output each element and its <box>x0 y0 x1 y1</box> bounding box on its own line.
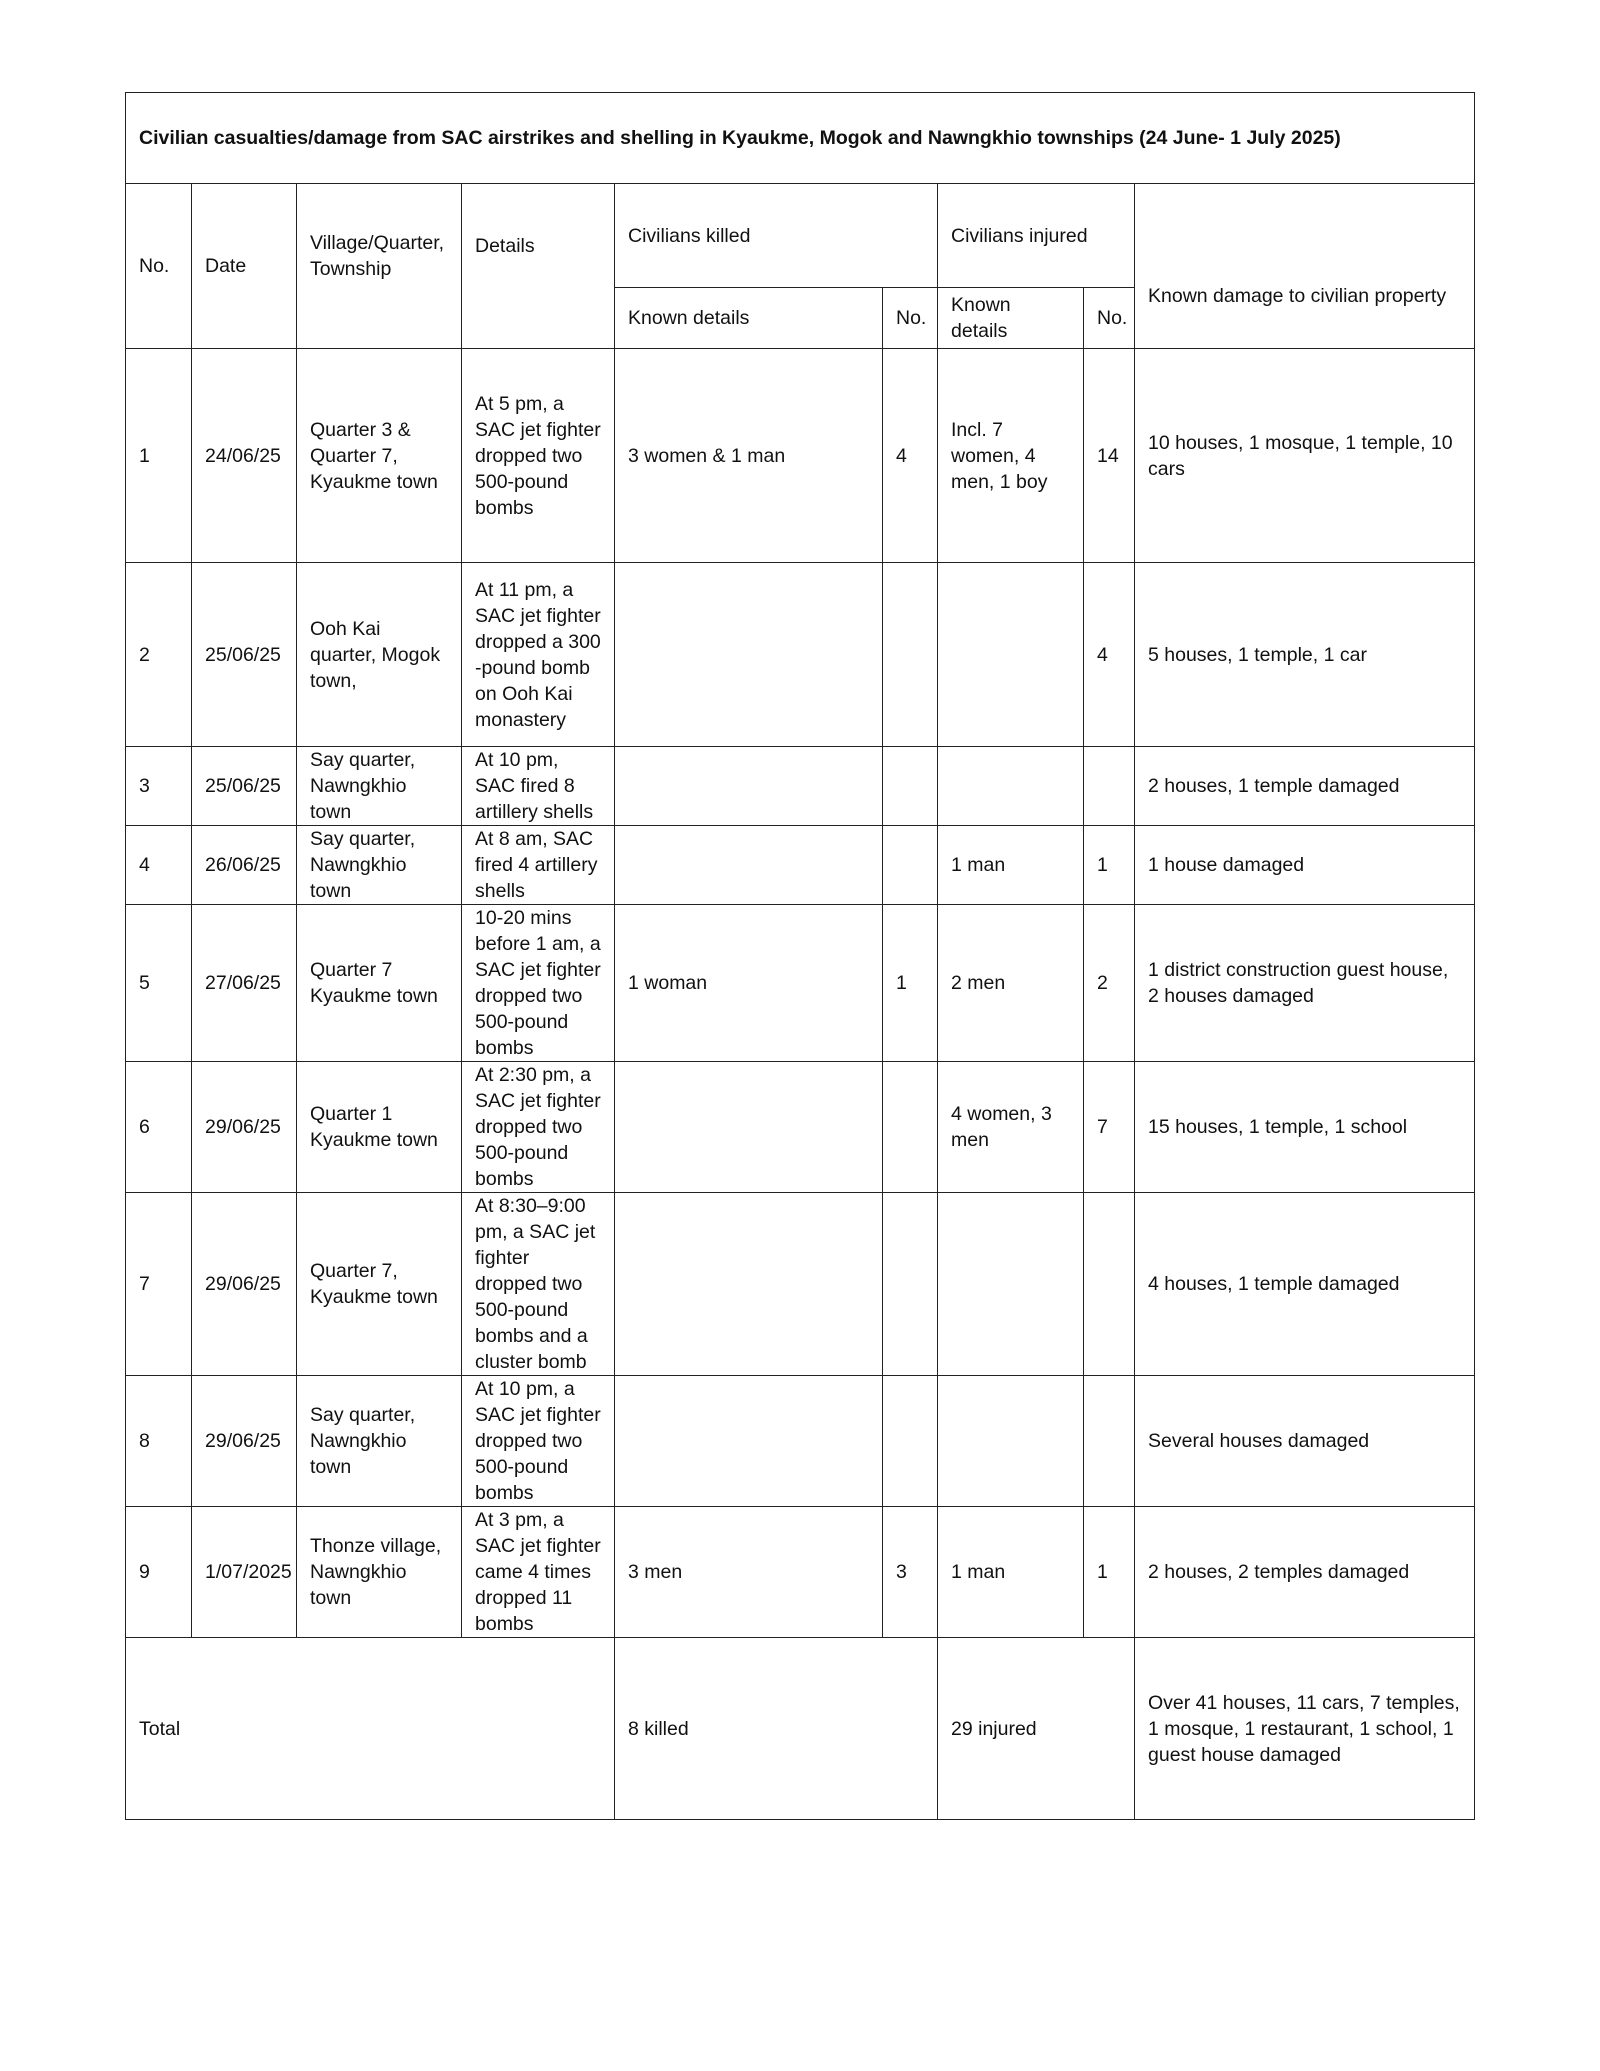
total-label: Total <box>126 1638 615 1820</box>
cell-village: Quarter 7, Kyaukme town <box>297 1193 462 1376</box>
cell-details: At 10 pm, SAC fired 8 artillery shells <box>462 747 615 826</box>
cell-damage: 1 district construction guest house, 2 houses damaged <box>1135 905 1475 1062</box>
cell-details: 10-20 mins before 1 am, a SAC jet fighter dropped two 500-pound bombs <box>462 905 615 1062</box>
cell-damage: 2 houses, 2 temples damaged <box>1135 1507 1475 1638</box>
header-row-1 <box>126 184 1475 288</box>
cell-date: 25/06/25 <box>192 563 297 747</box>
cell-no: 2 <box>126 563 192 747</box>
cell-killed-known: 3 men <box>615 1507 883 1638</box>
header-injured-no: No. <box>1084 288 1135 349</box>
table-row <box>126 1376 1475 1507</box>
cell-village: Say quarter, Nawngkhio town <box>297 747 462 826</box>
cell-damage: 10 houses, 1 mosque, 1 temple, 10 cars <box>1135 349 1475 563</box>
cell-killed-known: 1 woman <box>615 905 883 1062</box>
table-row <box>126 747 1475 826</box>
casualties-table <box>125 92 1475 1820</box>
cell-killed-no <box>883 1062 938 1193</box>
cell-no: 3 <box>126 747 192 826</box>
cell-village: Quarter 7 Kyaukme town <box>297 905 462 1062</box>
cell-injured-known: 1 man <box>938 826 1084 905</box>
cell-date: 1/07/2025 <box>192 1507 297 1638</box>
cell-no: 6 <box>126 1062 192 1193</box>
cell-details: At 11 pm, a SAC jet fighter dropped a 300 -pound bomb on Ooh Kai monastery <box>462 563 615 747</box>
cell-date: 29/06/25 <box>192 1193 297 1376</box>
cell-damage: 15 houses, 1 temple, 1 school <box>1135 1062 1475 1193</box>
header-details: Details <box>462 184 615 349</box>
cell-details: At 2:30 pm, a SAC jet fighter dropped two 500-pound bombs <box>462 1062 615 1193</box>
cell-no: 8 <box>126 1376 192 1507</box>
cell-village: Say quarter, Nawngkhio town <box>297 1376 462 1507</box>
cell-injured-no <box>1084 1376 1135 1507</box>
cell-date: 29/06/25 <box>192 1062 297 1193</box>
total-killed: 8 killed <box>615 1638 938 1820</box>
cell-injured-no <box>1084 747 1135 826</box>
table-row <box>126 349 1475 563</box>
table-row <box>126 826 1475 905</box>
header-date: Date <box>192 184 297 349</box>
cell-no: 9 <box>126 1507 192 1638</box>
table-row <box>126 1193 1475 1376</box>
cell-injured-known: 2 men <box>938 905 1084 1062</box>
cell-date: 27/06/25 <box>192 905 297 1062</box>
cell-village: Quarter 3 & Quarter 7, Kyaukme town <box>297 349 462 563</box>
cell-date: 25/06/25 <box>192 747 297 826</box>
cell-killed-known <box>615 747 883 826</box>
cell-date: 24/06/25 <box>192 349 297 563</box>
cell-no: 5 <box>126 905 192 1062</box>
cell-damage: 5 houses, 1 temple, 1 car <box>1135 563 1475 747</box>
cell-no: 7 <box>126 1193 192 1376</box>
header-village: Village/Quarter, Township <box>297 184 462 349</box>
cell-village: Ooh Kai quarter, Mogok town, <box>297 563 462 747</box>
cell-killed-known <box>615 563 883 747</box>
cell-injured-no: 2 <box>1084 905 1135 1062</box>
cell-killed-no: 4 <box>883 349 938 563</box>
cell-details: At 5 pm, a SAC jet fighter dropped two 500-pound bombs <box>462 349 615 563</box>
header-injured-known-details: Known details <box>938 288 1084 349</box>
cell-village: Quarter 1 Kyaukme town <box>297 1062 462 1193</box>
total-row <box>126 1638 1475 1820</box>
header-killed-no: No. <box>883 288 938 349</box>
cell-killed-known: 3 women & 1 man <box>615 349 883 563</box>
cell-killed-no <box>883 563 938 747</box>
cell-injured-no: 4 <box>1084 563 1135 747</box>
cell-details: At 8 am, SAC fired 4 artillery shells <box>462 826 615 905</box>
cell-killed-known <box>615 1062 883 1193</box>
cell-injured-no: 1 <box>1084 1507 1135 1638</box>
cell-injured-known <box>938 747 1084 826</box>
cell-details: At 10 pm, a SAC jet fighter dropped two 500-pound bombs <box>462 1376 615 1507</box>
total-injured: 29 injured <box>938 1638 1135 1820</box>
cell-details: At 8:30–9:00 pm, a SAC jet fighter dropped two 500-pound bombs and a cluster bomb <box>462 1193 615 1376</box>
total-damage: Over 41 houses, 11 cars, 7 temples, 1 mosque, 1 restaurant, 1 school, 1 guest house damaged <box>1135 1638 1475 1820</box>
cell-injured-known: 4 women, 3 men <box>938 1062 1084 1193</box>
title-row <box>126 93 1475 184</box>
cell-injured-known: 1 man <box>938 1507 1084 1638</box>
cell-damage: 4 houses, 1 temple damaged <box>1135 1193 1475 1376</box>
header-civilians-injured: Civilians injured <box>938 184 1135 288</box>
cell-killed-known <box>615 1376 883 1507</box>
cell-date: 26/06/25 <box>192 826 297 905</box>
header-damage: Known damage to civilian property <box>1135 184 1475 349</box>
cell-killed-no <box>883 826 938 905</box>
cell-no: 1 <box>126 349 192 563</box>
table-row <box>126 905 1475 1062</box>
cell-killed-no <box>883 1376 938 1507</box>
table-row <box>126 1507 1475 1638</box>
cell-village: Say quarter, Nawngkhio town <box>297 826 462 905</box>
cell-killed-no <box>883 747 938 826</box>
cell-injured-no: 1 <box>1084 826 1135 905</box>
header-no: No. <box>126 184 192 349</box>
cell-injured-no <box>1084 1193 1135 1376</box>
cell-killed-no: 1 <box>883 905 938 1062</box>
cell-injured-no: 14 <box>1084 349 1135 563</box>
cell-injured-known <box>938 563 1084 747</box>
cell-injured-no: 7 <box>1084 1062 1135 1193</box>
table-title: Civilian casualties/damage from SAC airstrikes and shelling in Kyaukme, Mogok and Nawngkhio townships (24 June- 1 July 2025) <box>126 93 1475 184</box>
table-row <box>126 1062 1475 1193</box>
cell-damage: 2 houses, 1 temple damaged <box>1135 747 1475 826</box>
cell-damage: 1 house damaged <box>1135 826 1475 905</box>
cell-village: Thonze village, Nawngkhio town <box>297 1507 462 1638</box>
table-row <box>126 563 1475 747</box>
cell-date: 29/06/25 <box>192 1376 297 1507</box>
cell-details: At 3 pm, a SAC jet fighter came 4 times dropped 11 bombs <box>462 1507 615 1638</box>
cell-injured-known <box>938 1376 1084 1507</box>
cell-killed-known <box>615 826 883 905</box>
cell-no: 4 <box>126 826 192 905</box>
cell-killed-known <box>615 1193 883 1376</box>
cell-injured-known <box>938 1193 1084 1376</box>
header-killed-known-details: Known details <box>615 288 883 349</box>
header-civilians-killed: Civilians killed <box>615 184 938 288</box>
cell-killed-no: 3 <box>883 1507 938 1638</box>
cell-damage: Several houses damaged <box>1135 1376 1475 1507</box>
cell-killed-no <box>883 1193 938 1376</box>
cell-injured-known: Incl. 7 women, 4 men, 1 boy <box>938 349 1084 563</box>
